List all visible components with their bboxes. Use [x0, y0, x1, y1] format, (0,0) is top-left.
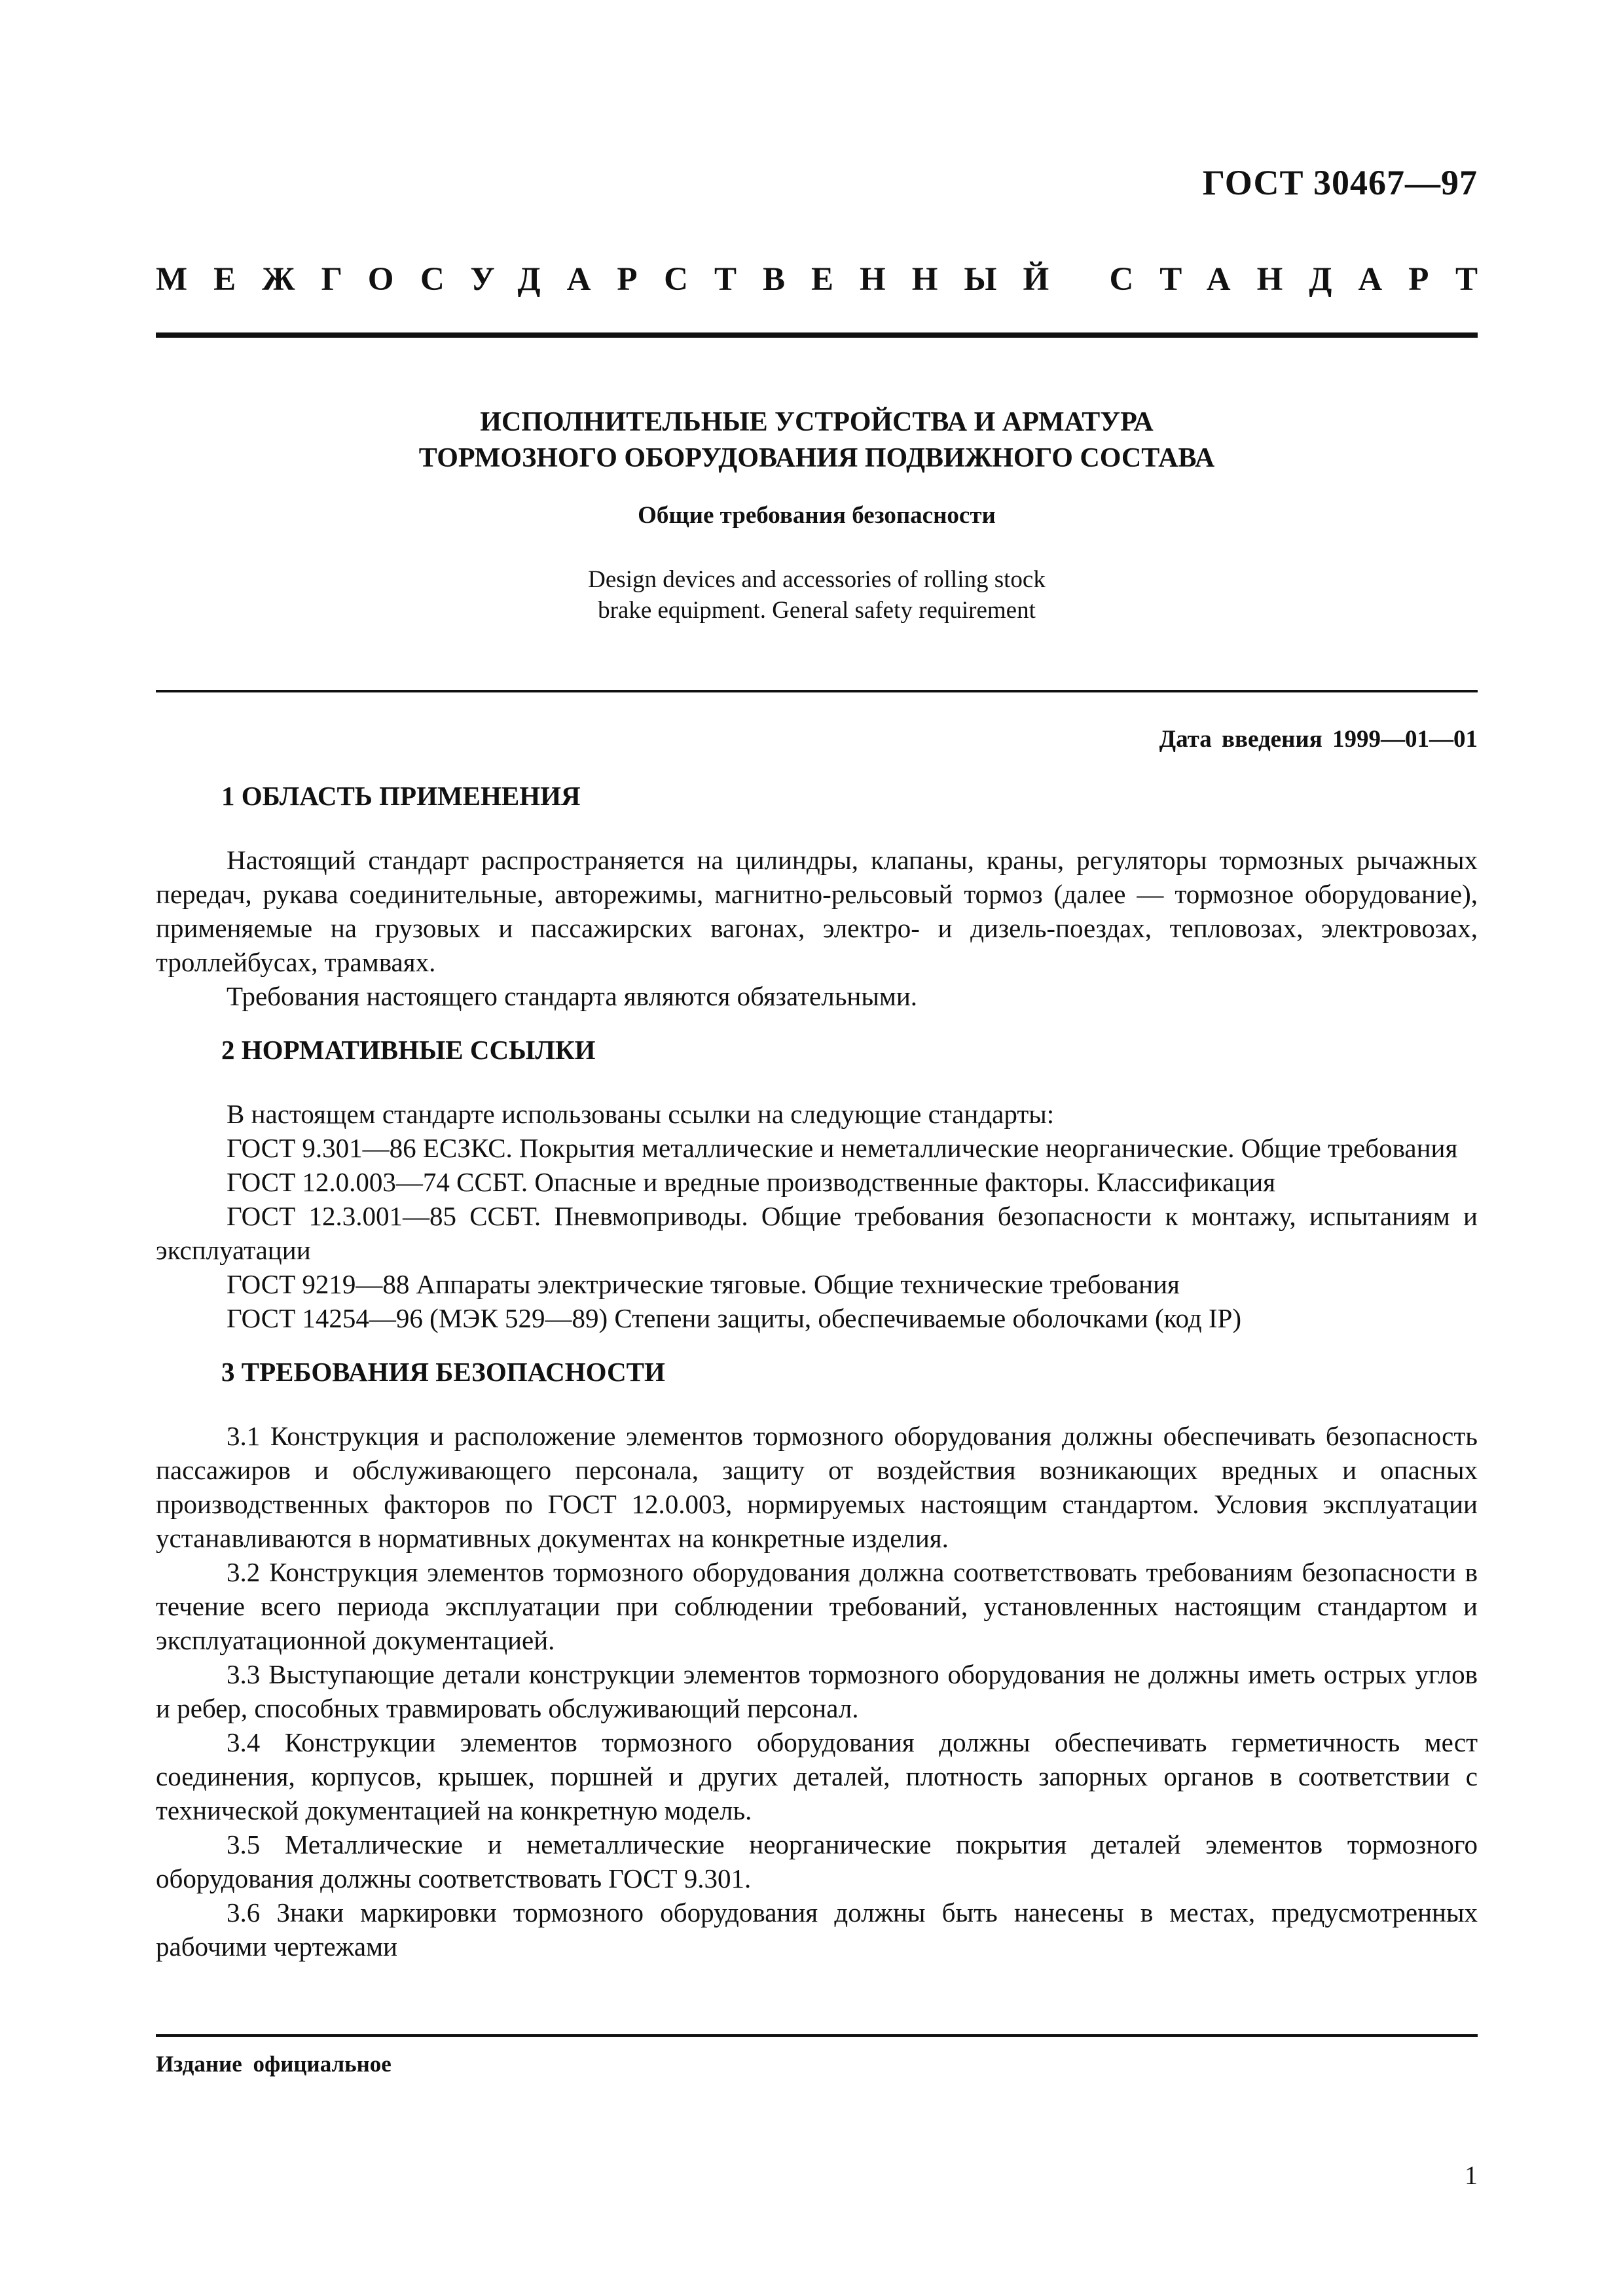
english-title-line-1: Design devices and accessories of rolling stock [588, 566, 1046, 593]
paragraph: Настоящий стандарт распространяется на цилиндры, клапаны, краны, регуляторы тормозных рычажных передач, рукава соединительные, авторежимы, магнитно-рельсовый тормоз (далее — тормозное оборудование), применяемые на грузовых и пассажирских вагонах, электро- и дизель-поездах, тепловозах, электровозах, троллейбусах, трамваях. [156, 845, 1478, 977]
page-number: 1 [1465, 2161, 1478, 2190]
standard-word: СТАНДАРТ [1109, 261, 1504, 298]
introduction-date: Дата введения 1999—01—01 [1159, 726, 1478, 753]
english-title [156, 564, 1478, 626]
official-edition-label: Издание официальное [156, 2051, 392, 2077]
title-line-1: ИСПОЛНИТЕЛЬНЫЕ УСТРОЙСТВА И АРМАТУРА [480, 407, 1154, 437]
title-rule [156, 690, 1478, 692]
reference-item: ГОСТ 12.3.001—85 ССБТ. Пневмоприводы. Общие требования безопасности к монтажу, испытаниям и эксплуатации [156, 1201, 1478, 1265]
section-heading: 3 ТРЕБОВАНИЯ БЕЗОПАСНОСТИ [221, 1357, 665, 1387]
clause-3-5: 3.5 Металлические и неметаллические неорганические покрытия деталей элементов тормозного оборудования должны соответствовать ГОСТ 9.301. [156, 1829, 1478, 1893]
clause-3-1: 3.1 Конструкция и расположение элементов тормозного оборудования должны обеспечивать безопасность пассажиров и обслуживающего персонала, защиту от воздействия возникающих вредных и опасных производственных факторов по ГОСТ 12.0.003, нормируемых настоящим стандартом. Условия эксплуатации устанавливаются в нормативных документах на конкретные изделия. [156, 1421, 1478, 1553]
clause-3-6: 3.6 Знаки маркировки тормозного оборудования должны быть нанесены в местах, предусмотренных рабочими чертежами [156, 1897, 1478, 1962]
document-title [156, 404, 1478, 476]
standard-code: ГОСТ 30467—97 [1202, 163, 1478, 202]
paragraph: В настоящем стандарте использованы ссылки на следующие стандарты: [227, 1099, 1055, 1129]
clause-3-4: 3.4 Конструкции элементов тормозного оборудования должны обеспечивать герметичность мест соединения, корпусов, крышек, поршней и других деталей, плотность запорных органов в соответствии с технической документацией на конкретную модель. [156, 1727, 1478, 1825]
reference-item: ГОСТ 9.301—86 ЕСЗКС. Покрытия металлические и неметаллические неорганические. Общие требования [227, 1133, 1458, 1163]
section-heading: 2 НОРМАТИВНЫЕ ССЫЛКИ [221, 1035, 596, 1065]
interstate-word: МЕЖГОСУДАРСТВЕННЫЙ [156, 261, 1076, 298]
footer-rule [156, 2034, 1478, 2037]
reference-item: ГОСТ 9219—88 Аппараты электрические тяговые. Общие технические требования [227, 1269, 1180, 1299]
clause-3-3: 3.3 Выступающие детали конструкции элементов тормозного оборудования не должны иметь острых углов и ребер, способных травмировать обслуживающий персонал. [156, 1659, 1478, 1723]
section-heading: 1 ОБЛАСТЬ ПРИМЕНЕНИЯ [221, 781, 581, 811]
title-line-2: ТОРМОЗНОГО ОБОРУДОВАНИЯ ПОДВИЖНОГО СОСТАВА [418, 443, 1215, 473]
paragraph: Требования настоящего стандарта являются обязательными. [227, 981, 918, 1011]
interstate-standard-banner [156, 260, 1504, 298]
header-rule [156, 332, 1478, 338]
english-title-line-2: brake equipment. General safety requirement [598, 597, 1036, 624]
document-body [156, 779, 1478, 1964]
reference-item: ГОСТ 12.0.003—74 ССБТ. Опасные и вредные производственные факторы. Классификация [227, 1167, 1276, 1197]
reference-item: ГОСТ 14254—96 (МЭК 529—89) Степени защиты, обеспечиваемые оболочками (код IP) [227, 1303, 1241, 1333]
document-subtitle: Общие требования безопасности [638, 502, 996, 529]
clause-3-2: 3.2 Конструкция элементов тормозного оборудования должна соответствовать требованиям безопасности в течение всего периода эксплуатации при соблюдении требований, установленных настоящим стандартом и эксплуатационной документацией. [156, 1557, 1478, 1655]
